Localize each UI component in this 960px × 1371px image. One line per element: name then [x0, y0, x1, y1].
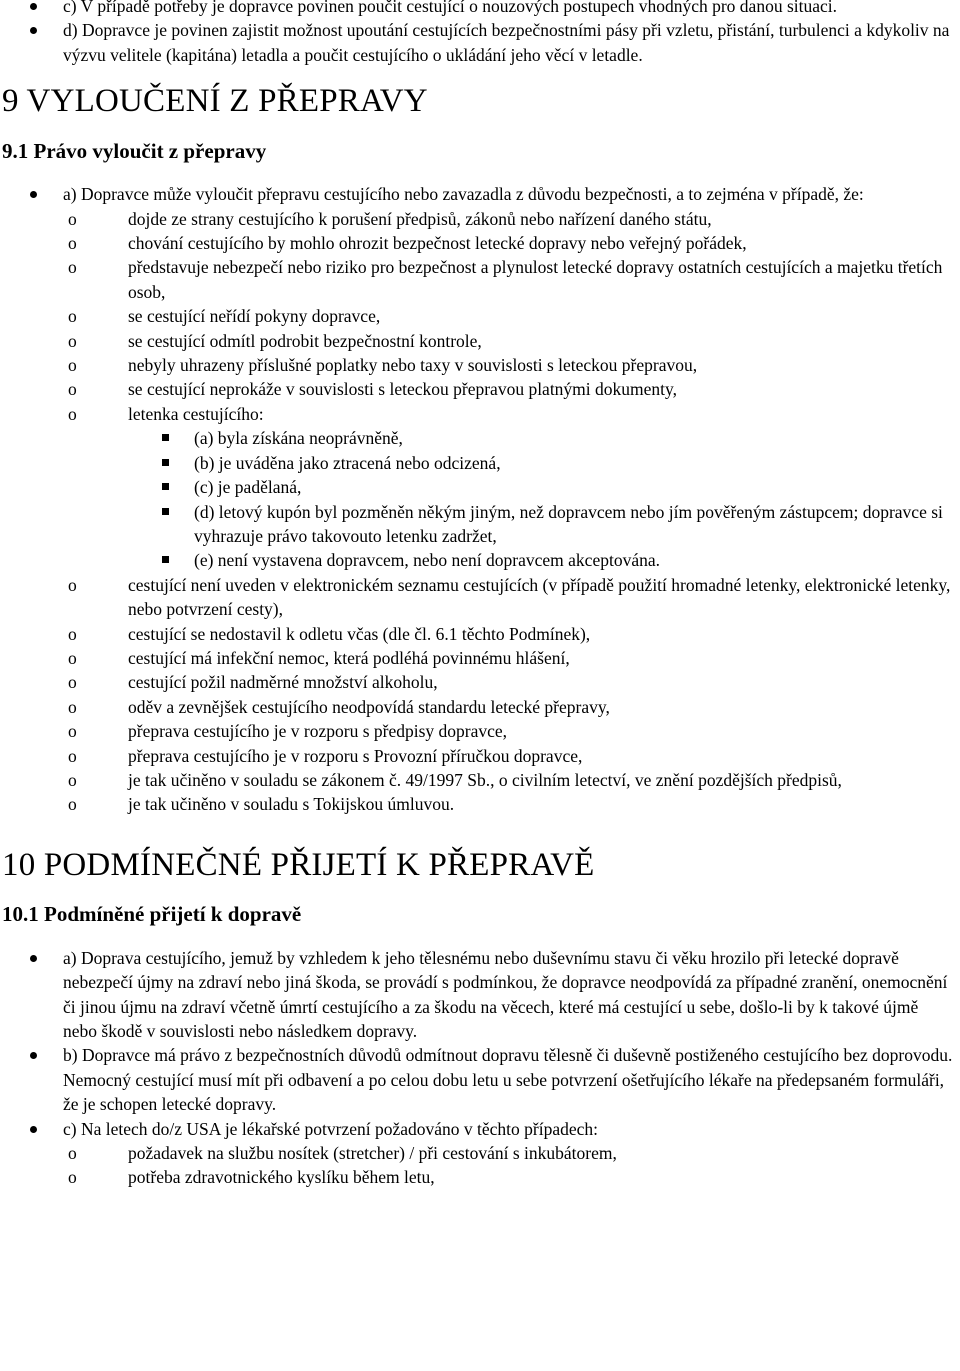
- circle-bullet-icon: o: [68, 1143, 77, 1164]
- list-item: o chování cestujícího by mohlo ohrozit bezpečnost letecké dopravy nebo veřejný pořádek,: [63, 231, 956, 255]
- list-item: o letenka cestujícího: (a) byla získána neoprávněně, (b) je uváděna jako ztracená nebo odcizená, (c) je padělaná, (d) letový kupón byl pozměněn někým jiným, než dopravcem nebo jím pověřeným zástupcem; dopravce si vyhrazuje právo takovouto letenku zadržet, (e) není vystavena dopravcem, nebo není dopravcem akceptována.: [63, 402, 956, 573]
- square-bullet-icon: [162, 459, 169, 466]
- list-item: c) V případě potřeby je dopravce povinen poučit cestující o nouzových postupech vhodných pro danou situaci.: [0, 0, 960, 18]
- circle-bullet-icon: o: [68, 623, 77, 644]
- list-item: o oděv a zevnějšek cestujícího neodpovídá standardu letecké přepravy,: [63, 695, 956, 719]
- bullet-dot-icon: [30, 1126, 37, 1133]
- bullet-dot-icon: [30, 1052, 37, 1059]
- list-item: o je tak učiněno v souladu se zákonem č. 49/1997 Sb., o civilním letectví, ve znění pozdějších předpisů,: [63, 768, 956, 792]
- circle-bullet-icon: o: [68, 672, 77, 693]
- exclusion-reasons-list: [63, 207, 956, 817]
- list-item: c) Na letech do/z USA je lékařské potvrzení požadováno v těchto případech: o požadavek na službu nosítek (stretcher) / při cestování s inkubátorem, o potřeba zdravotnického kyslíku během letu,: [0, 1117, 960, 1190]
- list-item: o dojde ze strany cestujícího k porušení předpisů, zákonů nebo nařízení daného státu,: [63, 207, 956, 231]
- bullet-dot-icon: [30, 191, 37, 198]
- section-10-heading: 10 PODMÍNEČNÉ PŘIJETÍ K PŘEPRAVĚ: [2, 846, 595, 883]
- list-item: o nebyly uhrazeny příslušné poplatky nebo taxy v souvislosti s leteckou přepravou,: [63, 353, 956, 377]
- ticket-reasons-list: [128, 426, 956, 572]
- list-item: o cestující není uveden v elektronickém seznamu cestujících (v případě použití hromadné letenky, elektronické letenky, nebo potvrzení cesty),: [68, 574, 951, 620]
- list-item: (b) je uváděna jako ztracená nebo odcizená,: [128, 451, 956, 475]
- list-item: (a) byla získána neoprávněně,: [128, 426, 956, 450]
- circle-bullet-icon: o: [68, 769, 77, 790]
- circle-bullet-icon: o: [68, 745, 77, 766]
- list-item: (e) není vystavena dopravcem, nebo není dopravcem akceptována.: [128, 548, 956, 572]
- list-item: o se cestující odmítl podrobit bezpečnostní kontrole,: [63, 329, 956, 353]
- list-item: a) Doprava cestujícího, jemuž by vzhledem k jeho tělesnému nebo duševnímu stavu či věku hrozilo při letecké dopravě nebezpečí újmy na zdraví nebo jiná škoda, se provádí s podmínkou, že dopravce neodpovídá za případné zranění, onemocnění či jinou újmu na zdraví včetně úmrtí cestujícího a za škodu na věcech, které má cestující u sebe, došlo-li by k takové újmě nebo škodě v souvislosti nebo následkem dopravy.: [0, 946, 960, 1044]
- list-item: o je tak učiněno v souladu s Tokijskou úmluvou.: [63, 792, 956, 816]
- circle-bullet-icon: o: [68, 403, 77, 424]
- circle-bullet-icon: o: [68, 233, 77, 254]
- list-item: (c) je padělaná,: [128, 475, 956, 499]
- circle-bullet-icon: o: [68, 257, 77, 278]
- circle-bullet-icon: o: [68, 794, 77, 815]
- list-item: o cestující se nedostavil k odletu včas (dle čl. 6.1 těchto Podmínek),: [63, 622, 956, 646]
- list-item: o potřeba zdravotnického kyslíku během letu,: [63, 1165, 956, 1189]
- list-item: b) Dopravce má právo z bezpečnostních důvodů odmítnout dopravu tělesně či duševně postiženého cestujícího bez doprovodu. Nemocný cestující musí mít při odbavení a po celou dobu letu u sebe potvrzení ošetřujícího lékaře na předepsaném formuláři, že je schopen letecké dopravy.: [0, 1043, 960, 1116]
- bullet-dot-icon: [30, 3, 37, 10]
- list-item: a) Dopravce může vyloučit přepravu cestujícího nebo zavazadla z důvodu bezpečnosti, a to zejména v případě, že: o dojde ze strany cestujícího k porušení předpisů, zákonů nebo nařízení daného státu, o chování cestujícího by mohlo ohrozit bezpečnost letecké dopravy nebo veřejný pořádek, o představuje nebezpečí nebo riziko pro bezpečnost a plynulost letecké dopravy ostatních cestujících a majetku třetích osob, o se cestující neřídí pokyny dopravce, o se cestující odmítl podrobit bezpečnostní kontrole, o nebyly uhrazeny příslušné poplatky nebo taxy v souvislosti s leteckou přepravou, o se cestující neprokáže v souvislosti s leteckou přepravou platnými dokumenty, o letenka cestujícího: (a) byla získána neoprávněně, (b) je uváděna jako ztracená nebo odcizená, (c) je padělaná, (d) letový kupón byl pozměněn někým jiným, než dopravcem nebo jím pověřeným zástupcem; dopravce si vyhrazuje právo takovouto letenku zadržet, (e) není vystavena dopravcem, nebo není dopravcem akceptována. o cestující není uveden v elektronickém seznamu cestujících (v případě použití hromadné letenky, elektronické letenky, nebo potvrzení cesty), o cestující se nedostavil k odletu včas (dle čl. 6.1 těchto Podmínek), o cestující má infekční nemoc, která podléhá povinnému hlášení, o cestující požil nadměrné množství alkoholu, o oděv a zevnějšek cestujícího neodpovídá standardu letecké přepravy, o přeprava cestujícího je v rozporu s předpisy dopravce, o přeprava cestujícího je v rozporu s Provozní příručkou dopravce, o je tak učiněno v souladu se zákonem č. 49/1997 Sb., o civilním letectví, ve znění pozdějších předpisů, o je tak učiněno v souladu s Tokijskou úmluvou.: [0, 182, 960, 817]
- list-item: o přeprava cestujícího je v rozporu s předpisy dopravce,: [63, 719, 956, 743]
- square-bullet-icon: [162, 508, 169, 515]
- section-9-heading: 9 VYLOUČENÍ Z PŘEPRAVY: [2, 83, 428, 120]
- square-bullet-icon: [162, 556, 169, 563]
- section-10-list: [0, 946, 960, 1190]
- circle-bullet-icon: o: [68, 306, 77, 327]
- circle-bullet-icon: o: [68, 355, 77, 376]
- section-9-1-heading: 9.1 Právo vyloučit z přepravy: [2, 139, 267, 164]
- list-item: d) Dopravce je povinen zajistit možnost upoutání cestujících bezpečnostními pásy při vzletu, přistání, turbulenci a kdykoliv na výzvu velitele (kapitána) letadla a poučit cestujícího o ukládání jeho věcí v letadle.: [0, 18, 960, 67]
- list-item: o přeprava cestujícího je v rozporu s Provozní příručkou dopravce,: [63, 744, 956, 768]
- circle-bullet-icon: o: [68, 1167, 77, 1188]
- bullet-dot-icon: [30, 27, 37, 34]
- circle-bullet-icon: o: [68, 721, 77, 742]
- circle-bullet-icon: o: [68, 208, 77, 229]
- section-10-1-heading: 10.1 Podmíněné přijetí k dopravě: [2, 901, 302, 926]
- list-item: o cestující má infekční nemoc, která podléhá povinnému hlášení,: [63, 646, 956, 670]
- square-bullet-icon: [162, 434, 169, 441]
- list-item: o se cestující neprokáže v souvislosti s leteckou přepravou platnými dokumenty,: [63, 377, 956, 401]
- square-bullet-icon: [162, 483, 169, 490]
- list-item: o se cestující neřídí pokyny dopravce,: [63, 304, 956, 328]
- list-item: (d) letový kupón byl pozměněn někým jiným, než dopravcem nebo jím pověřeným zástupcem; dopravce si vyhrazuje právo takovouto letenku zadržet,: [128, 500, 956, 549]
- bullet-dot-icon: [30, 955, 37, 962]
- circle-bullet-icon: o: [68, 379, 77, 400]
- list-item: o cestující požil nadměrné množství alkoholu,: [63, 670, 956, 694]
- circle-bullet-icon: o: [68, 330, 77, 351]
- list-item: o představuje nebezpečí nebo riziko pro bezpečnost a plynulost letecké dopravy ostatních cestujících a majetku třetích osob,: [68, 257, 943, 302]
- usa-cases-list: [63, 1141, 956, 1190]
- section-9-list: [0, 182, 960, 817]
- top-bullet-list: [0, 0, 960, 67]
- circle-bullet-icon: o: [68, 647, 77, 668]
- circle-bullet-icon: o: [68, 696, 77, 717]
- circle-bullet-icon: o: [68, 574, 77, 595]
- list-item: o požadavek na službu nosítek (stretcher) / při cestování s inkubátorem,: [63, 1141, 956, 1165]
